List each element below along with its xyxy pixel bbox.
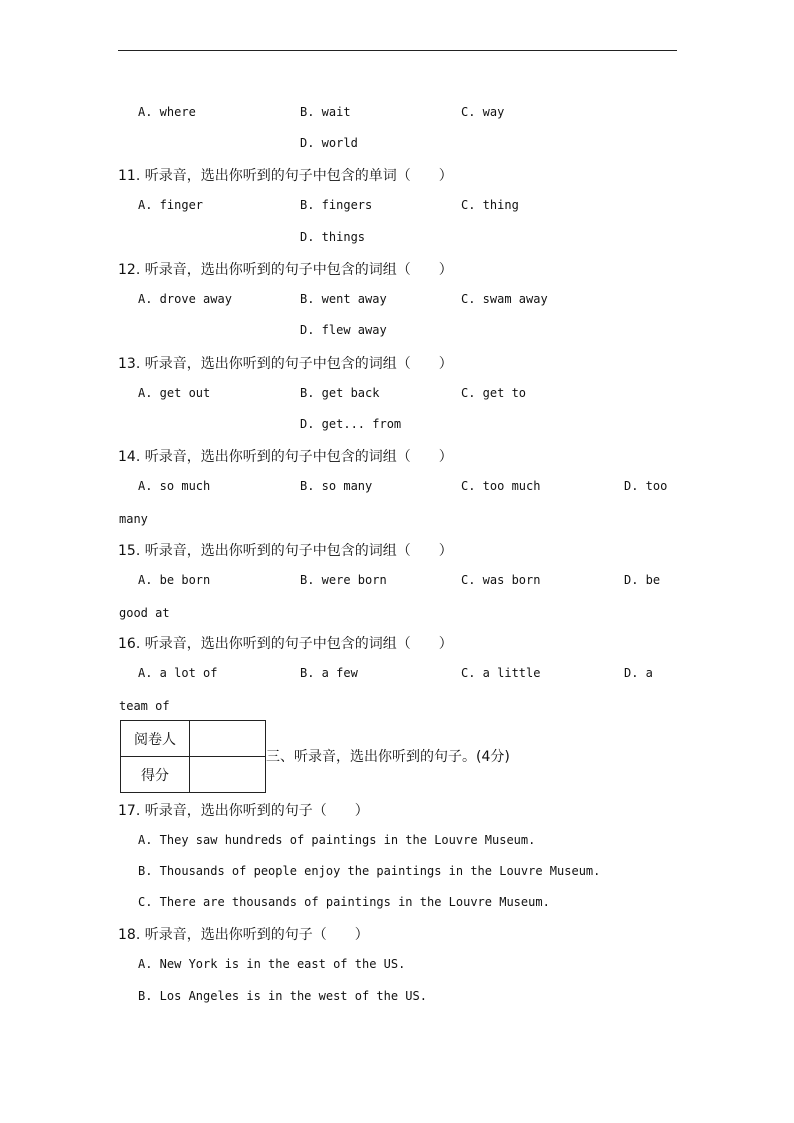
q17-option-c: C. There are thousands of paintings in the Louvre Museum. (138, 895, 550, 909)
q16-prompt: 16. 听录音，选出你听到的句子中包含的词组（ ） (118, 636, 453, 652)
q13-option-a: A. get out (138, 386, 211, 400)
q13-option-b: B. get back (300, 386, 380, 400)
q15-option-b: B. were born (300, 573, 387, 587)
q14-option-b: B. so many (300, 479, 373, 493)
q16-option-d-wrap: team of (119, 699, 170, 713)
q12-option-d: D. flew away (300, 323, 387, 337)
q11-prompt: 11. 听录音，选出你听到的句子中包含的单词（ ） (118, 168, 453, 184)
q15-prompt: 15. 听录音，选出你听到的句子中包含的词组（ ） (118, 543, 453, 559)
q10-option-c: C. way (461, 105, 505, 119)
q14-option-a: A. so much (138, 479, 211, 493)
q12-option-c: C. swam away (461, 292, 548, 306)
q14-option-c: C. too much (461, 479, 541, 493)
q13-option-d: D. get... from (300, 417, 402, 431)
q10-option-b: B. wait (300, 105, 351, 119)
q11-option-c: C. thing (461, 198, 519, 212)
q16-option-d: D. a (624, 666, 653, 680)
q15-option-c: C. was born (461, 573, 541, 587)
q17-option-a: A. They saw hundreds of paintings in the Louvre Museum. (138, 833, 536, 847)
q16-option-b: B. a few (300, 666, 358, 680)
q16-option-a: A. a lot of (138, 666, 218, 680)
q14-option-d-wrap: many (119, 512, 148, 526)
q16-option-c: C. a little (461, 666, 541, 680)
q11-option-d: D. things (300, 230, 366, 244)
q18-option-a: A. New York is in the east of the US. (138, 957, 406, 971)
q11-option-a: A. finger (138, 198, 204, 212)
q15-option-a: A. be born (138, 573, 211, 587)
header-rule (118, 50, 677, 51)
q10-option-d: D. world (300, 136, 358, 150)
q15-option-d-wrap: good at (119, 606, 170, 620)
q12-option-b: B. went away (300, 292, 387, 306)
reviewer-field[interactable] (190, 721, 266, 757)
score-field[interactable] (190, 757, 266, 793)
q10-option-a: A. where (138, 105, 196, 119)
q11-option-b: B. fingers (300, 198, 373, 212)
q12-prompt: 12. 听录音，选出你听到的句子中包含的词组（ ） (118, 262, 453, 278)
q17-prompt: 17. 听录音，选出你听到的句子（ ） (118, 803, 369, 819)
section-3-title: 三、听录音，选出你听到的句子。(4分) (266, 749, 510, 765)
q13-prompt: 13. 听录音，选出你听到的句子中包含的词组（ ） (118, 356, 453, 372)
score-box (120, 720, 266, 793)
score-label: 得分 (121, 757, 190, 793)
q17-option-b: B. Thousands of people enjoy the paintings in the Louvre Museum. (138, 864, 601, 878)
q14-prompt: 14. 听录音，选出你听到的句子中包含的词组（ ） (118, 449, 453, 465)
q18-prompt: 18. 听录音，选出你听到的句子（ ） (118, 927, 369, 943)
q14-option-d: D. too (624, 479, 668, 493)
q15-option-d: D. be (624, 573, 661, 587)
q12-option-a: A. drove away (138, 292, 232, 306)
reviewer-label: 阅卷人 (121, 721, 190, 757)
q18-option-b: B. Los Angeles is in the west of the US. (138, 989, 427, 1003)
q13-option-c: C. get to (461, 386, 527, 400)
